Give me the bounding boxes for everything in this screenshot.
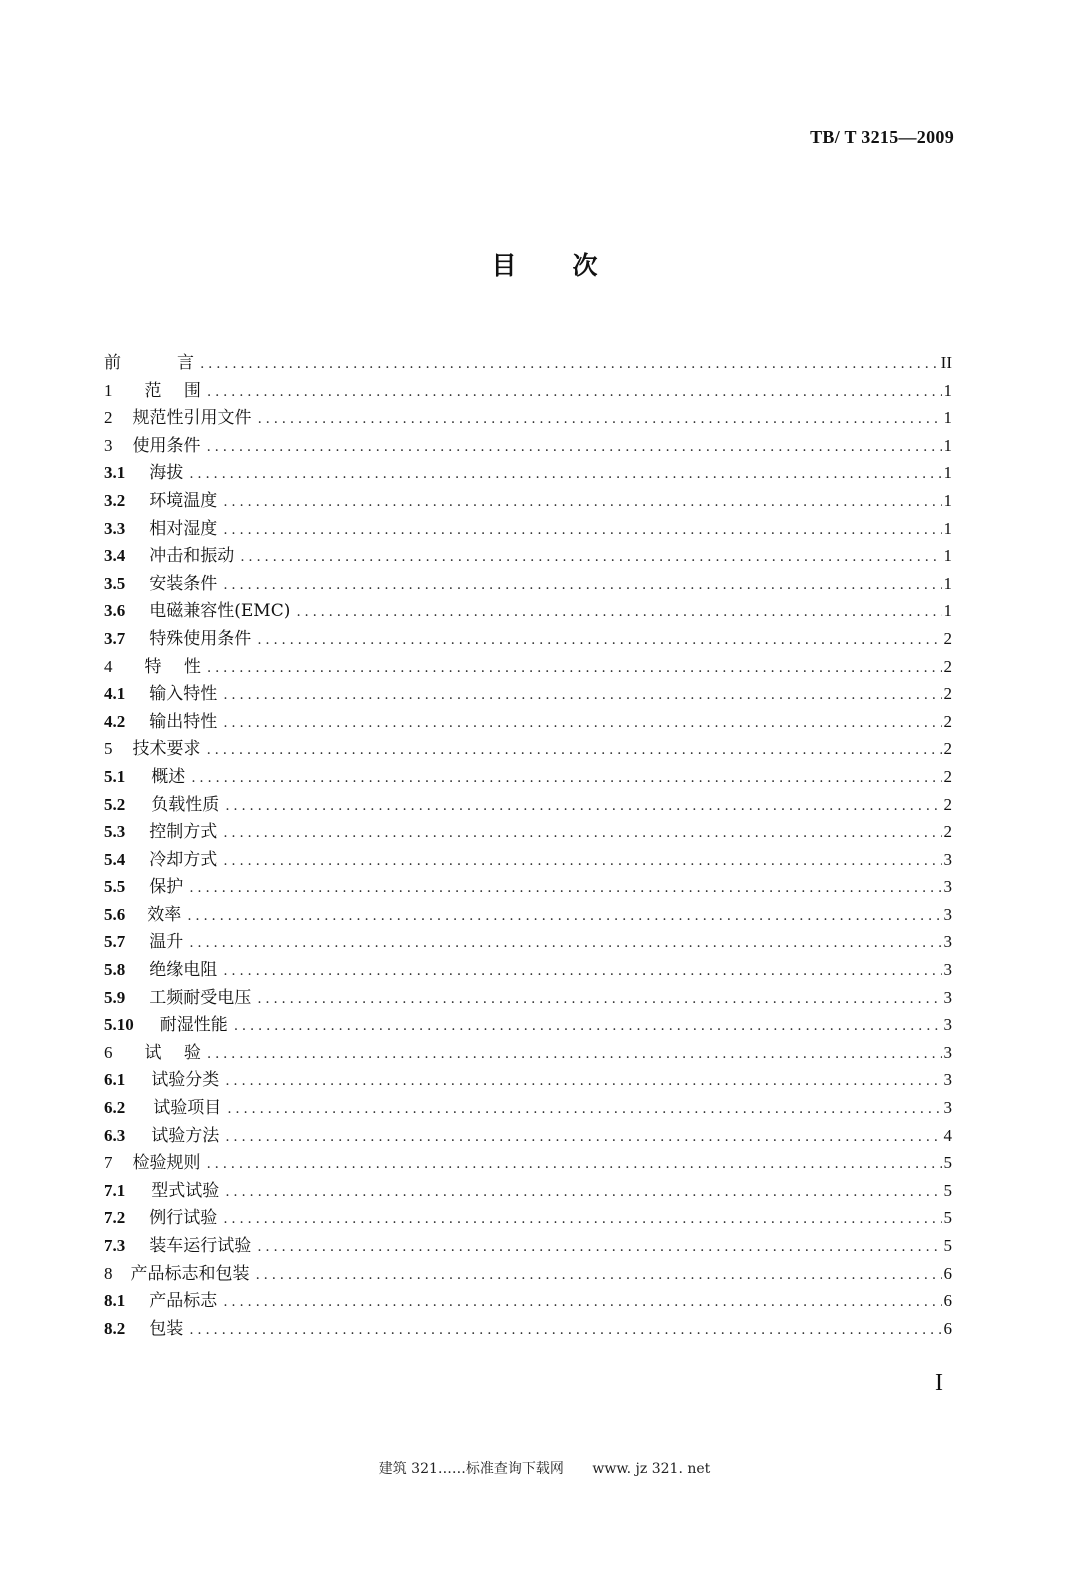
toc-entry-number: 3.5 xyxy=(104,573,126,593)
toc-leader-dots xyxy=(189,880,941,896)
toc-leader-dots xyxy=(257,632,941,648)
toc-entry-number: 5.1 xyxy=(104,766,126,786)
toc-leader-dots xyxy=(189,935,941,951)
toc-entry[interactable] xyxy=(104,1038,952,1066)
toc-entry[interactable] xyxy=(104,624,952,652)
toc-entry-label: 温升 xyxy=(149,932,184,953)
toc-entry-label: 特殊使用条件 xyxy=(149,628,252,649)
toc-entry-label: 冷却方式 xyxy=(149,849,218,870)
toc-entry-page: 5 xyxy=(943,1153,952,1173)
toc-entry[interactable] xyxy=(104,541,952,569)
toc-entry[interactable] xyxy=(104,900,952,928)
toc-entry[interactable] xyxy=(104,652,952,680)
toc-entry-label: 例行试验 xyxy=(149,1208,218,1229)
toc-leader-dots xyxy=(227,1101,941,1117)
page-title: 目次 xyxy=(491,251,654,280)
toc-entry-page: 6 xyxy=(943,1263,952,1283)
toc-entry-number: 6 xyxy=(104,1042,113,1062)
toc-entry-number: 5.7 xyxy=(104,932,126,952)
toc-leader-dots xyxy=(257,991,941,1007)
toc-leader-dots xyxy=(225,798,941,814)
toc-entry-number: 5.9 xyxy=(104,987,126,1007)
toc-entry-page: 1 xyxy=(943,463,952,483)
toc-entry[interactable] xyxy=(104,707,952,735)
toc-entry[interactable] xyxy=(104,845,952,873)
toc-entry[interactable] xyxy=(104,1176,952,1204)
toc-entry-page: 1 xyxy=(943,573,952,593)
toc-leader-dots xyxy=(296,604,941,620)
toc-entry-label: 工频耐受电压 xyxy=(149,987,252,1008)
toc-leader-dots xyxy=(223,853,941,869)
toc-leader-dots xyxy=(257,1239,941,1255)
toc-entry-page: 2 xyxy=(943,656,952,676)
toc-entry-label: 试验项目 xyxy=(153,1098,222,1119)
toc-entry-number: 7.2 xyxy=(104,1208,126,1228)
toc-entry-page: 3 xyxy=(943,1042,952,1062)
toc-entry-number: 5.8 xyxy=(104,960,126,980)
toc-entry[interactable] xyxy=(104,1314,952,1342)
toc-entry-page: 2 xyxy=(943,711,952,731)
toc-entry-number: 8.1 xyxy=(104,1291,126,1311)
toc-entry-page: 2 xyxy=(943,628,952,648)
toc-entry-page: 2 xyxy=(943,766,952,786)
toc-entry-page: 5 xyxy=(943,1208,952,1228)
toc-entry-page: 3 xyxy=(943,1098,952,1118)
table-of-contents xyxy=(104,348,952,1341)
toc-leader-dots xyxy=(258,411,942,427)
toc-entry[interactable] xyxy=(104,403,952,431)
toc-leader-dots xyxy=(223,715,941,731)
toc-entry-label: 试验分类 xyxy=(151,1070,220,1091)
toc-entry-label: 控制方式 xyxy=(149,822,218,843)
standard-code: TB/ T 3215—2009 xyxy=(810,127,954,147)
toc-entry-number: 2 xyxy=(104,408,113,428)
toc-entry-label: 范 围 xyxy=(144,380,201,401)
toc-entry-page: 6 xyxy=(943,1291,952,1311)
toc-entry-number: 5.2 xyxy=(104,794,126,814)
toc-entry[interactable] xyxy=(104,790,952,818)
toc-entry-number: 5.5 xyxy=(104,877,126,897)
footer-site-text: 建筑 321……标准查询下载网 xyxy=(378,1461,564,1477)
toc-entry[interactable] xyxy=(104,1286,952,1314)
toc-entry-label: 特 性 xyxy=(144,656,201,677)
toc-entry[interactable] xyxy=(104,955,952,983)
toc-entry[interactable] xyxy=(104,431,952,459)
toc-entry-number: 6.3 xyxy=(104,1125,126,1145)
toc-entry-label: 技术要求 xyxy=(132,739,201,760)
toc-entry[interactable] xyxy=(104,458,952,486)
toc-leader-dots xyxy=(223,1211,941,1227)
toc-entry-page: 1 xyxy=(943,546,952,566)
toc-entry[interactable] xyxy=(104,872,952,900)
toc-entry-number: 3 xyxy=(104,435,113,455)
toc-leader-dots xyxy=(207,742,942,758)
toc-entry-number: 3.3 xyxy=(104,518,126,538)
toc-entry-label: 绝缘电阻 xyxy=(149,960,218,981)
toc-leader-dots xyxy=(223,1294,941,1310)
toc-entry-number: 5.10 xyxy=(104,1015,134,1035)
toc-entry[interactable] xyxy=(104,514,952,542)
toc-entry-label: 包装 xyxy=(149,1318,184,1339)
toc-entry-label: 言 xyxy=(177,353,194,373)
toc-entry[interactable] xyxy=(104,1121,952,1149)
toc-entry-number: 5 xyxy=(104,739,113,759)
toc-entry-label: 耐湿性能 xyxy=(159,1015,228,1036)
toc-entry-page: 6 xyxy=(943,1318,952,1338)
toc-entry-number: 8 xyxy=(104,1263,113,1283)
toc-entry-page: 5 xyxy=(943,1236,952,1255)
toc-entry-page: 4 xyxy=(943,1125,952,1145)
toc-entry-number: 3.2 xyxy=(104,490,126,510)
toc-entry-page: 3 xyxy=(943,1070,952,1090)
toc-entry-page: 1 xyxy=(943,380,952,400)
toc-entry-number: 4.1 xyxy=(104,684,126,704)
toc-leader-dots xyxy=(223,687,941,703)
toc-leader-dots xyxy=(225,1129,941,1145)
toc-entry[interactable] xyxy=(104,486,952,514)
toc-leader-dots xyxy=(207,439,942,455)
toc-entry[interactable] xyxy=(104,1065,952,1093)
toc-leader-dots xyxy=(256,1267,942,1283)
toc-leader-dots xyxy=(189,466,941,482)
toc-leader-dots xyxy=(225,1073,941,1089)
toc-entry-page: 1 xyxy=(943,601,952,621)
toc-entry[interactable] xyxy=(104,1010,952,1038)
toc-leader-dots xyxy=(207,660,942,676)
toc-entry-page: 1 xyxy=(943,490,952,510)
toc-entry-number: 7.3 xyxy=(104,1236,126,1255)
toc-entry[interactable] xyxy=(104,734,952,762)
toc-entry-page: 2 xyxy=(943,739,952,759)
toc-leader-dots xyxy=(223,522,941,538)
toc-entry-label: 环境温度 xyxy=(149,490,218,511)
toc-entry-number: 7 xyxy=(104,1153,113,1173)
toc-leader-dots xyxy=(223,825,941,841)
toc-entry[interactable] xyxy=(104,376,952,404)
toc-entry[interactable] xyxy=(104,1148,952,1176)
toc-entry-page: 3 xyxy=(943,960,952,980)
toc-entry-label: 试验方法 xyxy=(151,1125,220,1146)
toc-leader-dots xyxy=(207,384,942,400)
toc-entry-page: 2 xyxy=(943,822,952,842)
toc-entry-page: 3 xyxy=(943,904,952,924)
toc-leader-dots xyxy=(223,963,941,979)
toc-entry-number: 3.7 xyxy=(104,628,126,648)
toc-entry-number: 7.1 xyxy=(104,1180,126,1200)
toc-entry-number: 3.6 xyxy=(104,601,126,621)
toc-entry-page: 1 xyxy=(943,518,952,538)
toc-entry[interactable] xyxy=(104,569,952,597)
toc-leader-dots xyxy=(187,908,941,924)
toc-entry-label: 负载性质 xyxy=(151,794,220,815)
toc-leader-dots xyxy=(191,770,941,786)
toc-entry[interactable] xyxy=(104,679,952,707)
toc-entry-number: 5.4 xyxy=(104,849,126,869)
toc-leader-dots xyxy=(207,1156,942,1172)
toc-entry-label: 效率 xyxy=(147,904,182,925)
toc-entry-page: II xyxy=(940,353,952,372)
toc-entry-number: 4 xyxy=(104,656,113,676)
toc-entry-label: 概述 xyxy=(151,766,186,787)
toc-entry-number: 4.2 xyxy=(104,711,126,731)
toc-entry-label: 输入特性 xyxy=(149,684,218,705)
toc-entry-page: 3 xyxy=(943,1015,952,1035)
toc-entry[interactable] xyxy=(104,348,952,376)
toc-entry[interactable] xyxy=(104,1231,952,1259)
toc-entry-label: 规范性引用文件 xyxy=(132,408,252,429)
toc-entry[interactable] xyxy=(104,1259,952,1287)
toc-entry-page: 3 xyxy=(943,932,952,952)
toc-entry-label: 电磁兼容性(EMC) xyxy=(149,601,291,622)
toc-entry-label: 输出特性 xyxy=(149,711,218,732)
toc-entry-number: 前 xyxy=(104,353,121,372)
toc-entry-label: 试 验 xyxy=(144,1042,201,1063)
toc-entry-page: 2 xyxy=(943,794,952,814)
toc-leader-dots xyxy=(225,1184,941,1200)
toc-entry[interactable] xyxy=(104,927,952,955)
toc-entry-label: 安装条件 xyxy=(149,573,218,594)
toc-entry-number: 1 xyxy=(104,380,113,400)
toc-entry-number: 6.1 xyxy=(104,1070,126,1090)
footer-url[interactable]: www. jz 321. net xyxy=(592,1461,711,1477)
toc-leader-dots xyxy=(234,1018,942,1034)
toc-entry-label: 保护 xyxy=(149,877,184,898)
toc-leader-dots xyxy=(200,356,939,372)
toc-leader-dots xyxy=(189,1322,941,1338)
toc-entry-label: 产品标志 xyxy=(149,1291,218,1312)
toc-leader-dots xyxy=(223,494,941,510)
toc-entry-label: 相对湿度 xyxy=(149,518,218,539)
toc-entry-number: 6.2 xyxy=(104,1098,126,1118)
toc-entry-number: 3.1 xyxy=(104,463,126,483)
toc-entry-number: 3.4 xyxy=(104,546,126,566)
toc-entry-page: 3 xyxy=(943,877,952,897)
toc-entry-number: 5.3 xyxy=(104,822,126,842)
toc-entry-label: 海拔 xyxy=(149,463,184,484)
toc-entry-label: 产品标志和包装 xyxy=(130,1263,250,1284)
toc-entry-page: 2 xyxy=(943,684,952,704)
toc-entry-number: 5.6 xyxy=(104,904,126,924)
toc-entry[interactable] xyxy=(104,1093,952,1121)
toc-entry-label: 冲击和振动 xyxy=(149,546,235,567)
toc-entry-number: 8.2 xyxy=(104,1318,126,1338)
toc-entry[interactable] xyxy=(104,762,952,790)
toc-entry-label: 型式试验 xyxy=(151,1180,220,1201)
footer xyxy=(0,1458,1089,1478)
toc-entry-page: 3 xyxy=(943,849,952,869)
toc-entry-label: 装车运行试验 xyxy=(149,1236,252,1256)
toc-entry[interactable] xyxy=(104,983,952,1011)
toc-entry[interactable] xyxy=(104,596,952,624)
toc-entry-label: 检验规则 xyxy=(132,1153,201,1174)
toc-entry-label: 使用条件 xyxy=(132,435,201,456)
page-number: I xyxy=(935,1370,943,1396)
toc-entry-page: 5 xyxy=(943,1180,952,1200)
toc-leader-dots xyxy=(240,549,941,565)
toc-entry-page: 3 xyxy=(943,987,952,1007)
toc-leader-dots xyxy=(223,577,941,593)
toc-leader-dots xyxy=(207,1046,942,1062)
toc-entry-page: 1 xyxy=(943,408,952,428)
toc-entry-page: 1 xyxy=(943,435,952,455)
toc-entry[interactable] xyxy=(104,1203,952,1231)
toc-entry[interactable] xyxy=(104,817,952,845)
